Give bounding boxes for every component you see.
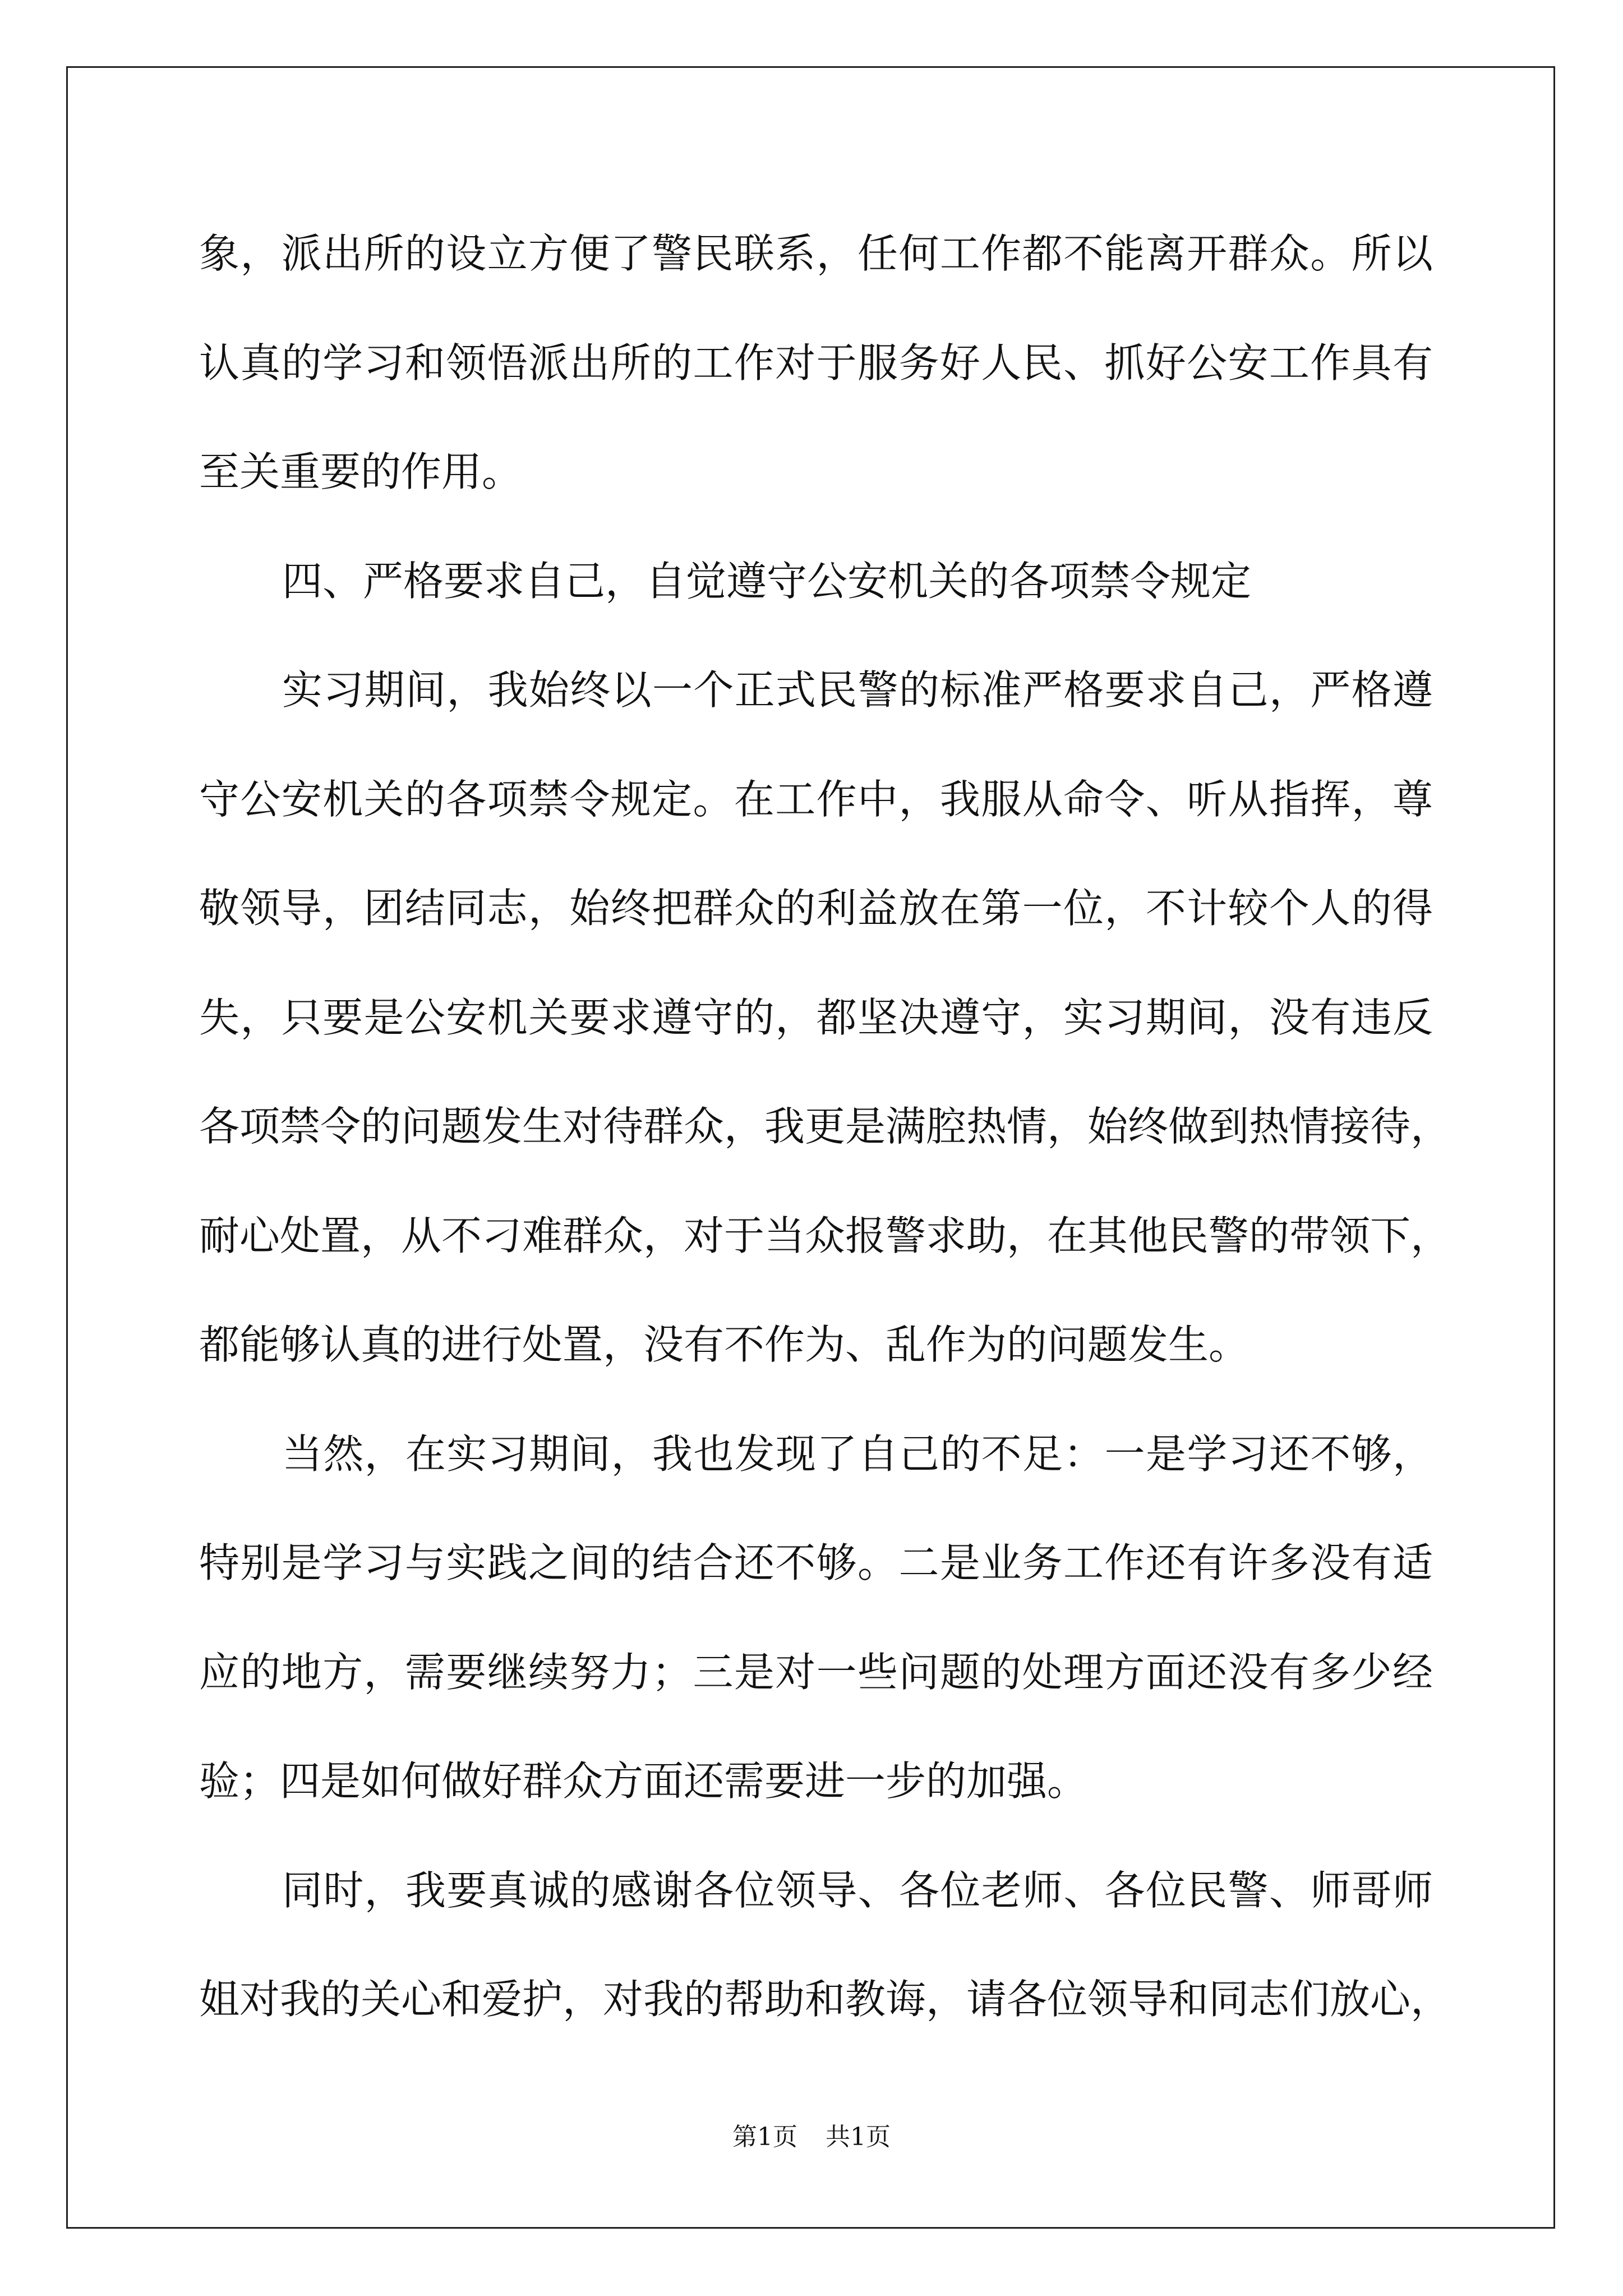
text-line: 各项禁令的问题发生对待群众，我更是满腔热情，始终做到热情接待，	[199, 1103, 1451, 1150]
text-line: 同时，我要真诚的感谢各位领导、各位老师、各位民警、师哥师	[282, 1866, 1433, 1914]
document-body	[199, 199, 1451, 2054]
text-line: 至关重要的作用。	[199, 448, 523, 495]
text-line: 姐对我的关心和爱护，对我的帮助和教诲，请各位领导和同志们放心，	[199, 1976, 1451, 2023]
text-line: 验；四是如何做好群众方面还需要进一步的加强。	[199, 1757, 1088, 1805]
text-line: 实习期间，我始终以一个正式民警的标准严格要求自己，严格遵	[282, 666, 1433, 714]
text-line: 象，派出所的设立方便了警民联系，任何工作都不能离开群众。所以	[199, 230, 1433, 277]
text-line: 特别是学习与实践之间的结合还不够。二是业务工作还有许多没有适	[199, 1539, 1433, 1586]
page-number-total: 共1页	[826, 2123, 891, 2151]
text-line: 耐心处置，从不刁难群众，对于当众报警求助，在其他民警的带领下，	[199, 1212, 1451, 1259]
text-line: 守公安机关的各项禁令规定。在工作中，我服从命令、听从指挥，尊	[199, 775, 1433, 823]
text-line: 都能够认真的进行处置，没有不作为、乱作为的问题发生。	[199, 1321, 1249, 1368]
text-line: 应的地方，需要继续努力；三是对一些问题的处理方面还没有多少经	[199, 1648, 1433, 1696]
page-number-current: 第1页	[732, 2123, 797, 2151]
text-line: 认真的学习和领悟派出所的工作对于服务好人民、抓好公安工作具有	[199, 339, 1433, 386]
text-line: 当然，在实习期间，我也发现了自己的不足：一是学习还不够，	[282, 1430, 1433, 1478]
text-line: 失，只要是公安机关要求遵守的，都坚决遵守，实习期间，没有违反	[199, 993, 1433, 1041]
section-heading: 四、严格要求自己，自觉遵守公安机关的各项禁令规定	[282, 557, 1252, 605]
page-footer	[0, 2120, 1623, 2154]
text-line: 敬领导，团结同志，始终把群众的利益放在第一位，不计较个人的得	[199, 885, 1433, 932]
